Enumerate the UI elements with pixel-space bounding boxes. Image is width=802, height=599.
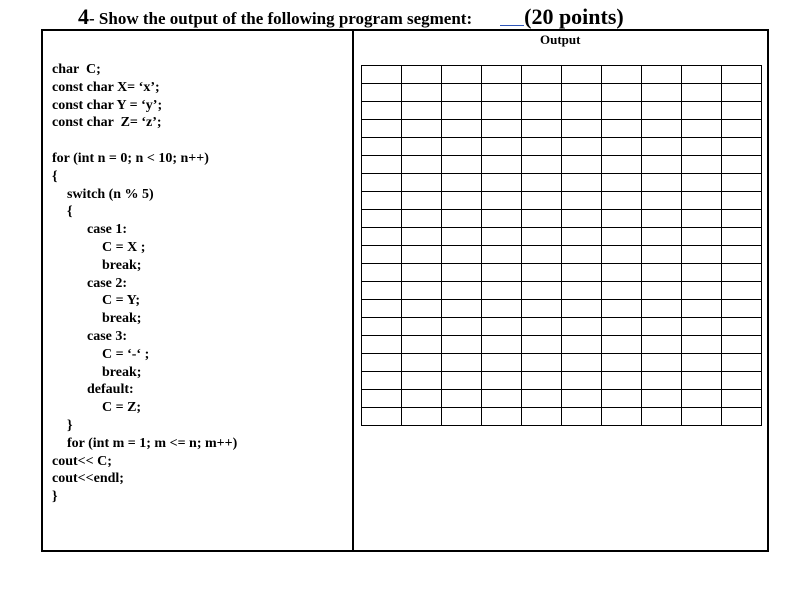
grid-cell[interactable] xyxy=(362,372,402,390)
grid-cell[interactable] xyxy=(442,318,482,336)
grid-cell[interactable] xyxy=(442,408,482,426)
grid-row xyxy=(362,246,762,264)
grid-cell[interactable] xyxy=(682,264,722,282)
grid-cell[interactable] xyxy=(362,354,402,372)
output-label: Output xyxy=(540,32,581,47)
grid-row xyxy=(362,318,762,336)
grid-cell[interactable] xyxy=(362,246,402,264)
grid-cell[interactable] xyxy=(722,66,762,84)
code-line: C = ‘-‘ ; xyxy=(102,346,150,362)
grid-cell[interactable] xyxy=(522,390,562,408)
grid-cell[interactable] xyxy=(642,318,682,336)
grid-cell[interactable] xyxy=(522,228,562,246)
grid-cell[interactable] xyxy=(642,66,682,84)
grid-cell[interactable] xyxy=(562,192,602,210)
grid-cell[interactable] xyxy=(642,156,682,174)
column-divider xyxy=(352,29,354,552)
grid-cell[interactable] xyxy=(402,318,442,336)
grid-row xyxy=(362,66,762,84)
grid-cell[interactable] xyxy=(522,246,562,264)
grid-cell[interactable] xyxy=(402,246,442,264)
grid-cell[interactable] xyxy=(682,282,722,300)
code-line: C = Y; xyxy=(102,293,141,309)
code-line: const char Y = ‘y’; xyxy=(52,97,163,113)
grid-cell[interactable] xyxy=(522,138,562,156)
grid-cell[interactable] xyxy=(682,390,722,408)
grid-cell[interactable] xyxy=(402,120,442,138)
grid-cell[interactable] xyxy=(482,246,522,264)
grid-cell[interactable] xyxy=(522,174,562,192)
grid-cell[interactable] xyxy=(562,228,602,246)
grid-cell[interactable] xyxy=(522,102,562,120)
grid-cell[interactable] xyxy=(642,372,682,390)
grid-cell[interactable] xyxy=(722,372,762,390)
grid-cell[interactable] xyxy=(602,372,642,390)
output-grid xyxy=(361,65,762,426)
grid-cell[interactable] xyxy=(682,156,722,174)
grid-cell[interactable] xyxy=(522,264,562,282)
code-line: cout<< C; xyxy=(52,453,112,469)
grid-cell[interactable] xyxy=(522,408,562,426)
grid-cell[interactable] xyxy=(642,264,682,282)
grid-cell[interactable] xyxy=(442,156,482,174)
grid-cell[interactable] xyxy=(562,354,602,372)
code-line: C = Z; xyxy=(102,400,142,416)
grid-cell[interactable] xyxy=(522,354,562,372)
grid-cell[interactable] xyxy=(482,390,522,408)
grid-row xyxy=(362,354,762,372)
code-line: } xyxy=(52,489,58,505)
grid-cell[interactable] xyxy=(522,156,562,174)
grid-cell[interactable] xyxy=(722,102,762,120)
code-line: case 2: xyxy=(87,275,128,291)
grid-cell[interactable] xyxy=(402,282,442,300)
grid-cell[interactable] xyxy=(642,390,682,408)
grid-cell[interactable] xyxy=(562,84,602,102)
grid-cell[interactable] xyxy=(682,174,722,192)
grid-cell[interactable] xyxy=(482,138,522,156)
grid-cell[interactable] xyxy=(642,246,682,264)
answer-blank[interactable] xyxy=(500,7,524,26)
code-line: for (int m = 1; m <= n; m++) xyxy=(67,435,238,451)
grid-cell[interactable] xyxy=(562,120,602,138)
grid-cell[interactable] xyxy=(442,246,482,264)
grid-cell[interactable] xyxy=(402,264,442,282)
grid-cell[interactable] xyxy=(362,210,402,228)
grid-row xyxy=(362,336,762,354)
grid-cell[interactable] xyxy=(562,372,602,390)
grid-cell[interactable] xyxy=(402,192,442,210)
grid-row xyxy=(362,156,762,174)
grid-cell[interactable] xyxy=(562,318,602,336)
grid-cell[interactable] xyxy=(722,318,762,336)
grid-cell[interactable] xyxy=(722,336,762,354)
grid-cell[interactable] xyxy=(682,84,722,102)
grid-cell[interactable] xyxy=(402,174,442,192)
grid-cell[interactable] xyxy=(642,174,682,192)
grid-cell[interactable] xyxy=(442,192,482,210)
grid-cell[interactable] xyxy=(402,228,442,246)
grid-cell[interactable] xyxy=(722,156,762,174)
grid-cell[interactable] xyxy=(682,192,722,210)
grid-cell[interactable] xyxy=(562,66,602,84)
grid-row xyxy=(362,264,762,282)
grid-row xyxy=(362,120,762,138)
code-line: const char Z= ‘z’; xyxy=(52,115,162,131)
grid-cell[interactable] xyxy=(602,246,642,264)
grid-cell[interactable] xyxy=(442,354,482,372)
code-line: switch (n % 5) xyxy=(67,186,154,202)
grid-cell[interactable] xyxy=(362,192,402,210)
grid-cell[interactable] xyxy=(722,264,762,282)
grid-cell[interactable] xyxy=(522,192,562,210)
grid-cell[interactable] xyxy=(482,192,522,210)
grid-cell[interactable] xyxy=(722,84,762,102)
grid-cell[interactable] xyxy=(602,300,642,318)
grid-cell[interactable] xyxy=(482,102,522,120)
grid-cell[interactable] xyxy=(722,246,762,264)
grid-cell[interactable] xyxy=(482,156,522,174)
grid-cell[interactable] xyxy=(442,66,482,84)
grid-cell[interactable] xyxy=(402,372,442,390)
grid-row xyxy=(362,300,762,318)
grid-cell[interactable] xyxy=(442,102,482,120)
grid-cell[interactable] xyxy=(682,408,722,426)
grid-cell[interactable] xyxy=(722,210,762,228)
grid-cell[interactable] xyxy=(482,174,522,192)
grid-cell[interactable] xyxy=(442,228,482,246)
grid-cell[interactable] xyxy=(722,174,762,192)
grid-cell[interactable] xyxy=(722,282,762,300)
grid-cell[interactable] xyxy=(482,408,522,426)
grid-cell[interactable] xyxy=(642,84,682,102)
grid-cell[interactable] xyxy=(602,354,642,372)
grid-cell[interactable] xyxy=(682,66,722,84)
grid-cell[interactable] xyxy=(362,102,402,120)
grid-cell[interactable] xyxy=(442,336,482,354)
grid-cell[interactable] xyxy=(522,66,562,84)
grid-cell[interactable] xyxy=(602,192,642,210)
grid-cell[interactable] xyxy=(562,300,602,318)
grid-cell[interactable] xyxy=(682,228,722,246)
code-line: for (int n = 0; n < 10; n++) xyxy=(52,151,209,166)
grid-cell[interactable] xyxy=(522,336,562,354)
grid-cell[interactable] xyxy=(602,408,642,426)
grid-cell[interactable] xyxy=(362,138,402,156)
grid-cell[interactable] xyxy=(482,84,522,102)
grid-cell[interactable] xyxy=(442,210,482,228)
grid-cell[interactable] xyxy=(682,372,722,390)
code-line: break; xyxy=(102,364,142,380)
grid-cell[interactable] xyxy=(722,192,762,210)
grid-cell[interactable] xyxy=(522,300,562,318)
grid-cell[interactable] xyxy=(442,174,482,192)
grid-cell[interactable] xyxy=(442,138,482,156)
grid-cell[interactable] xyxy=(362,264,402,282)
grid-cell[interactable] xyxy=(402,138,442,156)
grid-cell[interactable] xyxy=(642,102,682,120)
grid-cell[interactable] xyxy=(442,120,482,138)
grid-cell[interactable] xyxy=(562,336,602,354)
grid-cell[interactable] xyxy=(482,282,522,300)
grid-cell[interactable] xyxy=(642,192,682,210)
grid-row xyxy=(362,138,762,156)
grid-cell[interactable] xyxy=(562,264,602,282)
grid-cell[interactable] xyxy=(362,408,402,426)
code-line: C = X ; xyxy=(102,240,146,255)
grid-cell[interactable] xyxy=(602,390,642,408)
grid-cell[interactable] xyxy=(642,282,682,300)
code-line: char C; xyxy=(52,62,101,77)
grid-cell[interactable] xyxy=(482,264,522,282)
code-line: cout<<endl; xyxy=(52,471,124,487)
grid-cell[interactable] xyxy=(642,120,682,138)
grid-cell[interactable] xyxy=(642,138,682,156)
grid-cell[interactable] xyxy=(362,390,402,408)
grid-cell[interactable] xyxy=(402,156,442,174)
grid-cell[interactable] xyxy=(682,138,722,156)
grid-cell[interactable] xyxy=(362,174,402,192)
grid-cell[interactable] xyxy=(522,84,562,102)
grid-cell[interactable] xyxy=(682,102,722,120)
grid-cell[interactable] xyxy=(722,300,762,318)
grid-row xyxy=(362,372,762,390)
grid-cell[interactable] xyxy=(562,174,602,192)
question-number: 4 xyxy=(78,4,89,29)
grid-cell[interactable] xyxy=(402,102,442,120)
code-line: default: xyxy=(87,382,134,398)
grid-cell[interactable] xyxy=(682,120,722,138)
grid-cell[interactable] xyxy=(562,210,602,228)
grid-cell[interactable] xyxy=(722,408,762,426)
grid-cell[interactable] xyxy=(442,300,482,318)
grid-cell[interactable] xyxy=(682,300,722,318)
grid-cell[interactable] xyxy=(562,390,602,408)
output-grid-table xyxy=(361,65,762,426)
grid-cell[interactable] xyxy=(722,120,762,138)
grid-cell[interactable] xyxy=(722,390,762,408)
grid-row xyxy=(362,210,762,228)
grid-row xyxy=(362,228,762,246)
grid-cell[interactable] xyxy=(362,282,402,300)
grid-cell[interactable] xyxy=(722,138,762,156)
grid-cell[interactable] xyxy=(562,246,602,264)
grid-cell[interactable] xyxy=(482,318,522,336)
grid-cell[interactable] xyxy=(682,354,722,372)
grid-cell[interactable] xyxy=(402,390,442,408)
grid-cell[interactable] xyxy=(402,354,442,372)
grid-row xyxy=(362,390,762,408)
grid-cell[interactable] xyxy=(362,156,402,174)
grid-cell[interactable] xyxy=(602,282,642,300)
grid-cell[interactable] xyxy=(482,300,522,318)
grid-cell[interactable] xyxy=(402,408,442,426)
grid-cell[interactable] xyxy=(562,102,602,120)
grid-cell[interactable] xyxy=(362,84,402,102)
grid-cell[interactable] xyxy=(642,210,682,228)
grid-cell[interactable] xyxy=(442,84,482,102)
grid-cell[interactable] xyxy=(722,228,762,246)
grid-cell[interactable] xyxy=(602,66,642,84)
grid-cell[interactable] xyxy=(642,228,682,246)
grid-cell[interactable] xyxy=(722,354,762,372)
question-points: (20 points) xyxy=(524,4,624,29)
grid-cell[interactable] xyxy=(482,120,522,138)
code-line: { xyxy=(52,168,58,184)
grid-row xyxy=(362,174,762,192)
grid-cell[interactable] xyxy=(682,336,722,354)
question-title xyxy=(78,4,624,30)
grid-cell[interactable] xyxy=(602,102,642,120)
grid-cell[interactable] xyxy=(562,408,602,426)
grid-cell[interactable] xyxy=(642,354,682,372)
grid-cell[interactable] xyxy=(602,318,642,336)
grid-cell[interactable] xyxy=(362,66,402,84)
grid-cell[interactable] xyxy=(522,210,562,228)
grid-cell[interactable] xyxy=(482,210,522,228)
grid-cell[interactable] xyxy=(442,282,482,300)
grid-cell[interactable] xyxy=(642,336,682,354)
grid-cell[interactable] xyxy=(482,66,522,84)
grid-cell[interactable] xyxy=(402,210,442,228)
grid-cell[interactable] xyxy=(482,372,522,390)
grid-cell[interactable] xyxy=(602,156,642,174)
grid-cell[interactable] xyxy=(602,264,642,282)
grid-cell[interactable] xyxy=(562,156,602,174)
grid-cell[interactable] xyxy=(522,120,562,138)
grid-cell[interactable] xyxy=(522,318,562,336)
code-line: const char X= ‘x’; xyxy=(52,79,160,95)
grid-cell[interactable] xyxy=(362,336,402,354)
grid-cell[interactable] xyxy=(362,300,402,318)
grid-cell[interactable] xyxy=(562,138,602,156)
grid-cell[interactable] xyxy=(402,336,442,354)
grid-cell[interactable] xyxy=(442,390,482,408)
grid-cell[interactable] xyxy=(602,174,642,192)
code-line: case 3: xyxy=(87,329,128,344)
code-line: case 1: xyxy=(87,222,128,238)
grid-cell[interactable] xyxy=(482,228,522,246)
grid-cell[interactable] xyxy=(522,372,562,390)
code-line: break; xyxy=(102,311,142,327)
grid-row xyxy=(362,282,762,300)
grid-cell[interactable] xyxy=(682,210,722,228)
grid-cell[interactable] xyxy=(482,354,522,372)
grid-cell[interactable] xyxy=(602,138,642,156)
grid-cell[interactable] xyxy=(362,318,402,336)
code-line: break; xyxy=(102,257,142,273)
code-line: { xyxy=(67,204,73,220)
grid-cell[interactable] xyxy=(522,282,562,300)
grid-cell[interactable] xyxy=(362,120,402,138)
question-prompt: - Show the output of the following program segment: xyxy=(89,9,473,28)
grid-cell[interactable] xyxy=(602,228,642,246)
grid-cell[interactable] xyxy=(562,282,602,300)
grid-row xyxy=(362,192,762,210)
grid-cell[interactable] xyxy=(682,318,722,336)
code-line: } xyxy=(67,418,73,433)
grid-cell[interactable] xyxy=(402,84,442,102)
grid-cell[interactable] xyxy=(642,408,682,426)
grid-cell[interactable] xyxy=(642,300,682,318)
grid-cell[interactable] xyxy=(602,336,642,354)
grid-cell[interactable] xyxy=(442,372,482,390)
grid-cell[interactable] xyxy=(602,120,642,138)
grid-cell[interactable] xyxy=(482,336,522,354)
grid-cell[interactable] xyxy=(602,84,642,102)
grid-row xyxy=(362,84,762,102)
grid-cell[interactable] xyxy=(442,264,482,282)
grid-row xyxy=(362,408,762,426)
grid-cell[interactable] xyxy=(602,210,642,228)
grid-row xyxy=(362,102,762,120)
grid-cell[interactable] xyxy=(682,246,722,264)
grid-cell[interactable] xyxy=(402,300,442,318)
grid-cell[interactable] xyxy=(362,228,402,246)
grid-cell[interactable] xyxy=(402,66,442,84)
